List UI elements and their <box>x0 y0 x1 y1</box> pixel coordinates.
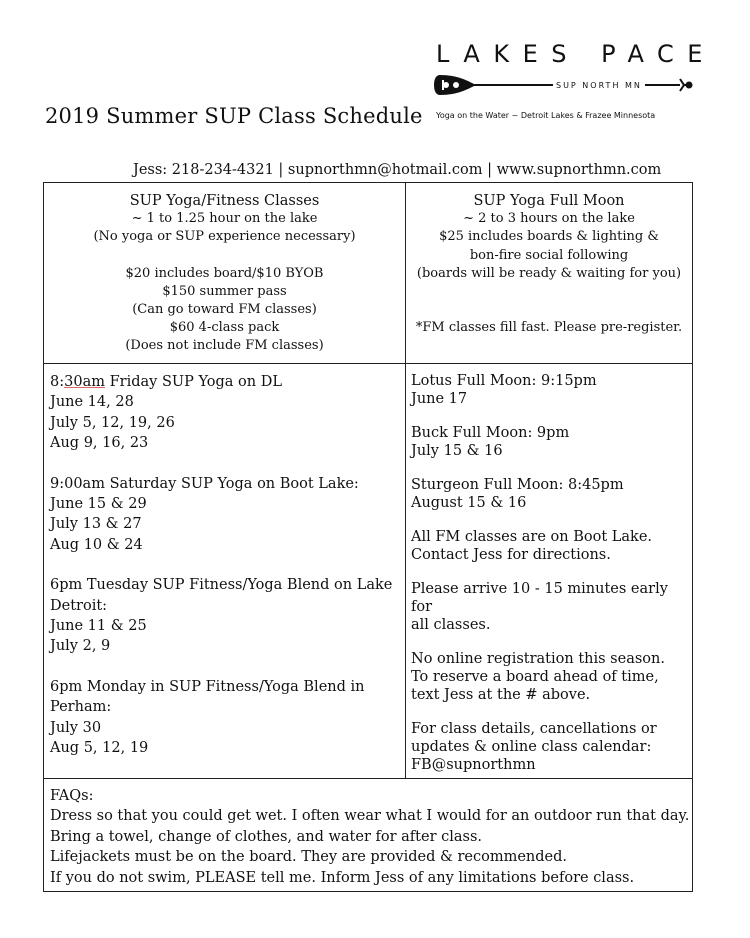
page-title: 2019 Summer SUP Class Schedule <box>45 104 423 128</box>
buck-moon-date: July 15 & 16 <box>411 443 503 459</box>
buck-moon <box>411 424 689 460</box>
full-moon-schedule <box>411 372 689 790</box>
full-moon-boards-note: (boards will be ready & waiting for you) <box>416 265 682 281</box>
lotus-moon-title: Lotus Full Moon: 9:15pm <box>411 373 597 389</box>
saturday-class-title: 9:00am Saturday SUP Yoga on Boot Lake: <box>50 475 359 492</box>
buck-moon-title: Buck Full Moon: 9pm <box>411 425 570 441</box>
four-class-pack-note: (Does not include FM classes) <box>125 338 324 354</box>
brand-subtitle: SUP NORTH MN <box>553 81 645 90</box>
full-moon-duration: ~ 2 to 3 hours on the lake <box>463 211 635 227</box>
monday-class-title: 6pm Monday in SUP Fitness/Yoga Blend in <box>50 678 365 695</box>
location-note: All FM classes are on Boot Lake. Contact Jess for directions. <box>411 529 653 563</box>
brand-logo <box>434 40 716 124</box>
yoga-fitness-note: (No yoga or SUP experience necessary) <box>93 229 356 245</box>
monday-class <box>50 677 400 759</box>
yoga-fitness-info <box>44 192 405 356</box>
contact-line: Jess: 218-234-4321 | supnorthmn@hotmail.com | www.supnorthmn.com <box>133 162 662 178</box>
four-class-pack: $60 4-class pack <box>169 320 280 336</box>
brand-tagline: Yoga on the Water ~ Detroit Lakes & Frazee Minnesota <box>436 111 656 120</box>
yoga-fitness-heading: SUP Yoga/Fitness Classes <box>129 193 320 209</box>
tuesday-class-title: 6pm Tuesday SUP Fitness/Yoga Blend on Lake <box>50 577 393 594</box>
details-note: For class details, cancellations or updates & online class calendar: FB@supnorthmn <box>411 720 689 774</box>
sturgeon-moon <box>411 476 689 512</box>
saturday-class <box>50 474 400 556</box>
lotus-moon-date: June 17 <box>411 391 468 407</box>
list-item: July 2, 9 <box>50 638 111 655</box>
row-divider <box>44 363 692 364</box>
list-item: June 11 & 25 <box>50 618 147 635</box>
sturgeon-moon-title: Sturgeon Full Moon: 8:45pm <box>411 477 624 493</box>
list-item: Aug 10 & 24 <box>50 536 143 553</box>
friday-class <box>50 372 400 454</box>
tuesday-class <box>50 575 400 657</box>
list-item: June 15 & 29 <box>50 496 147 513</box>
summer-pass: $150 summer pass <box>162 283 287 299</box>
list-item: Lifejackets must be on the board. They are provided & recommended. <box>50 849 568 866</box>
monday-class-title-cont: Perham: <box>50 699 112 716</box>
summer-pass-note: (Can go toward FM classes) <box>132 302 317 318</box>
list-item: Dress so that you could get wet. I often wear what I would for an outdoor run that day. <box>50 808 690 825</box>
list-item: If you do not swim, PLEASE tell me. Inform Jess of any limitations before class. <box>50 869 635 886</box>
yoga-fitness-price: $20 includes board/$10 BYOB <box>125 265 324 281</box>
sturgeon-moon-date: August 15 & 16 <box>411 495 527 511</box>
list-item: Aug 9, 16, 23 <box>50 435 149 452</box>
full-moon-price: $25 includes boards & lighting & <box>439 229 659 245</box>
yoga-fitness-duration: ~ 1 to 1.25 hour on the lake <box>131 211 318 227</box>
friday-class-title: 8:30am Friday SUP Yoga on DL <box>50 374 282 390</box>
schedule-table <box>43 182 693 892</box>
lotus-moon <box>411 372 689 408</box>
tuesday-class-title-cont: Detroit: <box>50 597 108 614</box>
full-moon-fill-note: *FM classes fill fast. Please pre-register. <box>415 320 683 336</box>
faq-section <box>50 786 690 888</box>
full-moon-heading: SUP Yoga Full Moon <box>473 193 625 209</box>
list-item: July 5, 12, 19, 26 <box>50 414 175 431</box>
list-item: June 14, 28 <box>50 394 134 411</box>
arrival-note: Please arrive 10 - 15 minutes early for all classes. <box>411 581 668 633</box>
list-item: Bring a towel, change of clothes, and water for after class. <box>50 828 482 845</box>
full-moon-info <box>406 192 692 337</box>
list-item: July 30 <box>50 719 102 736</box>
list-item: Aug 5, 12, 19 <box>50 740 149 757</box>
list-item: July 13 & 27 <box>50 516 142 533</box>
full-moon-price-cont: bon-fire social following <box>469 247 629 263</box>
facebook-handle: FB@supnorthmn <box>411 757 536 773</box>
faq-heading: FAQs: <box>50 788 94 804</box>
registration-note: No online registration this season. To reserve a board ahead of time, text Jess at the # above. <box>411 651 665 703</box>
weekly-schedule <box>50 372 400 779</box>
brand-name: LAKES PACE <box>436 40 716 68</box>
